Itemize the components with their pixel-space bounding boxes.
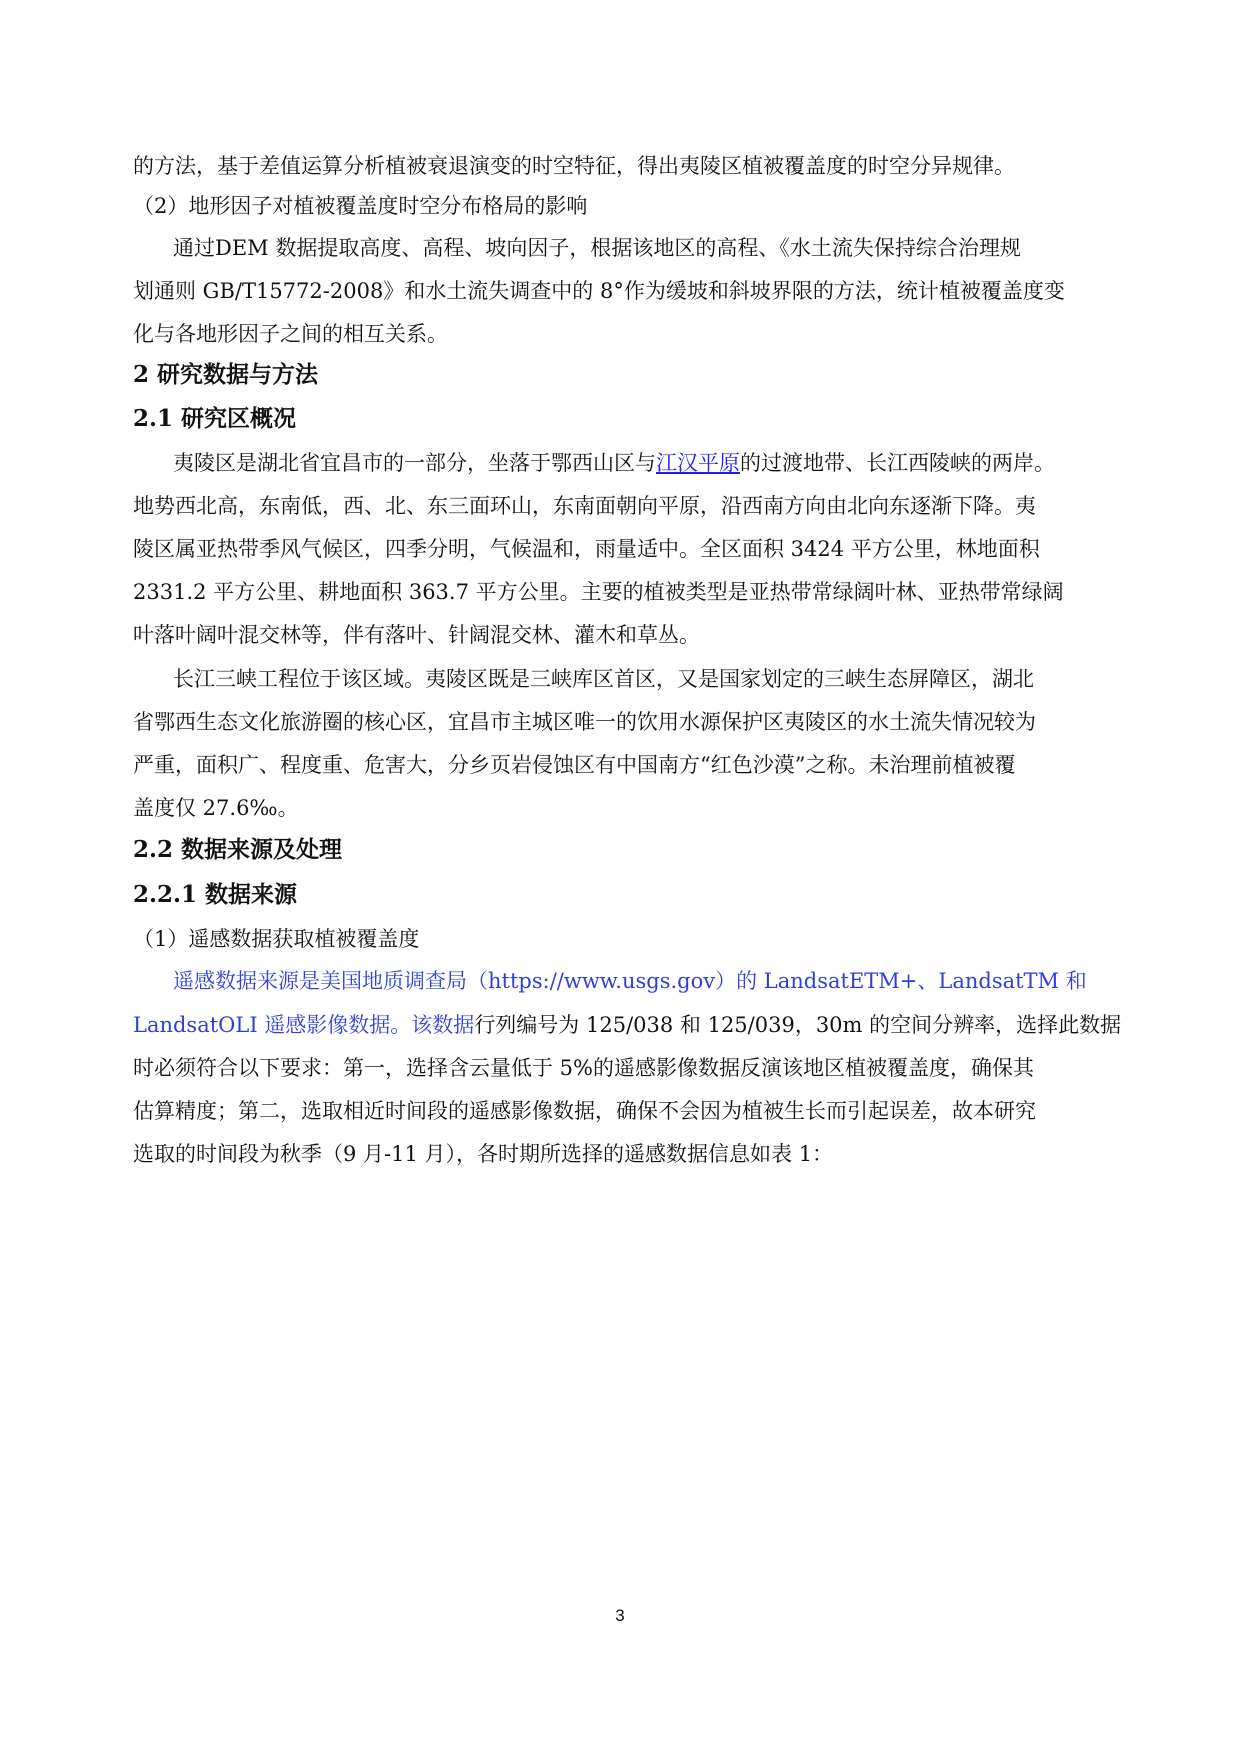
text-segment: 行列编号为 125/038 和 125/039，30m 的空间分辨率，选择此数据 [474, 1013, 1122, 1037]
paragraph-line: 长江三峡工程位于该区域。夷陵区既是三峡库区首区，又是国家划定的三峡生态屏障区，湖北 [173, 667, 1034, 691]
paragraph-line: 叶落叶阔叶混交林等，伴有落叶、针阔混交林、灌木和草丛。 [133, 623, 700, 647]
subsection-heading: 2.2 数据来源及处理 [133, 836, 343, 863]
paragraph-line: 通过DEM 数据提取高度、高程、坡向因子，根据该地区的高程、《水土流失保持综合治理规 [173, 236, 1021, 260]
text-segment: 的过渡地带、长江西陵峡的两岸。 [740, 451, 1055, 475]
paragraph-line [0, 1010, 1240, 1040]
paragraph-line [0, 448, 1240, 478]
paragraph-line: 选取的时间段为秋季（9 月-11 月），各时期所选择的遥感数据信息如表 1： [133, 1142, 834, 1166]
paragraph-line: 陵区属亚热带季风气候区，四季分明，气候温和，雨量适中。全区面积 3424 平方公里，林地面积 [133, 537, 1040, 561]
list-item-title: （1）遥感数据获取植被覆盖度 [133, 927, 420, 951]
list-item-title: （2）地形因子对植被覆盖度时空分布格局的影响 [133, 194, 588, 218]
page-number: 3 [615, 1606, 625, 1625]
paragraph-line: 化与各地形因子之间的相互关系。 [133, 322, 448, 346]
paragraph-line: 的方法，基于差值运算分析植被衰退演变的时空特征，得出夷陵区植被覆盖度的时空分异规律。 [133, 154, 1015, 178]
paragraph-line: 时必须符合以下要求：第一，选择含云量低于 5%的遥感影像数据反演该地区植被覆盖度，确保其 [133, 1056, 1034, 1080]
paragraph-line: 省鄂西生态文化旅游圈的核心区，宜昌市主城区唯一的饮用水源保护区夷陵区的水土流失情况较为 [133, 710, 1036, 734]
subsection-heading: 2.1 研究区概况 [133, 405, 297, 432]
text-segment: 夷陵区是湖北省宜昌市的一部分，坐落于鄂西山区与 [173, 451, 656, 475]
paragraph-line: 2331.2 平方公里、耕地面积 363.7 平方公里。主要的植被类型是亚热带常绿阔叶林、亚热带常绿阔 [133, 580, 1064, 604]
paragraph-line: 估算精度；第二，选取相近时间段的遥感影像数据，确保不会因为植被生长而引起误差，故本研究 [133, 1099, 1036, 1123]
subsubsection-heading: 2.2.1 数据来源 [133, 881, 298, 908]
section-heading: 2 研究数据与方法 [133, 361, 319, 388]
text-segment: LandsatOLI 遥感影像数据。该数据 [133, 1013, 475, 1037]
paragraph-line: 划通则 GB/T15772-2008》和水土流失调查中的 8°作为缓坡和斜坡界限的方法，统计植被覆盖度变 [133, 279, 1065, 303]
paragraph-line: 遥感数据来源是美国地质调查局（https://www.usgs.gov）的 LandsatETM+、LandsatTM 和 [173, 969, 1087, 993]
paragraph-line: 严重，面积广、程度重、危害大，分乡页岩侵蚀区有中国南方“红色沙漠”之称。未治理前植被覆 [133, 753, 1016, 777]
paragraph-line: 地势西北高，东南低，西、北、东三面环山，东南面朝向平原，沿西南方向由北向东逐渐下降。夷 [133, 494, 1036, 518]
paragraph-line: 盖度仅 27.6‰。 [133, 796, 299, 820]
jianghan-plain-link[interactable]: 江汉平原 [656, 451, 740, 475]
